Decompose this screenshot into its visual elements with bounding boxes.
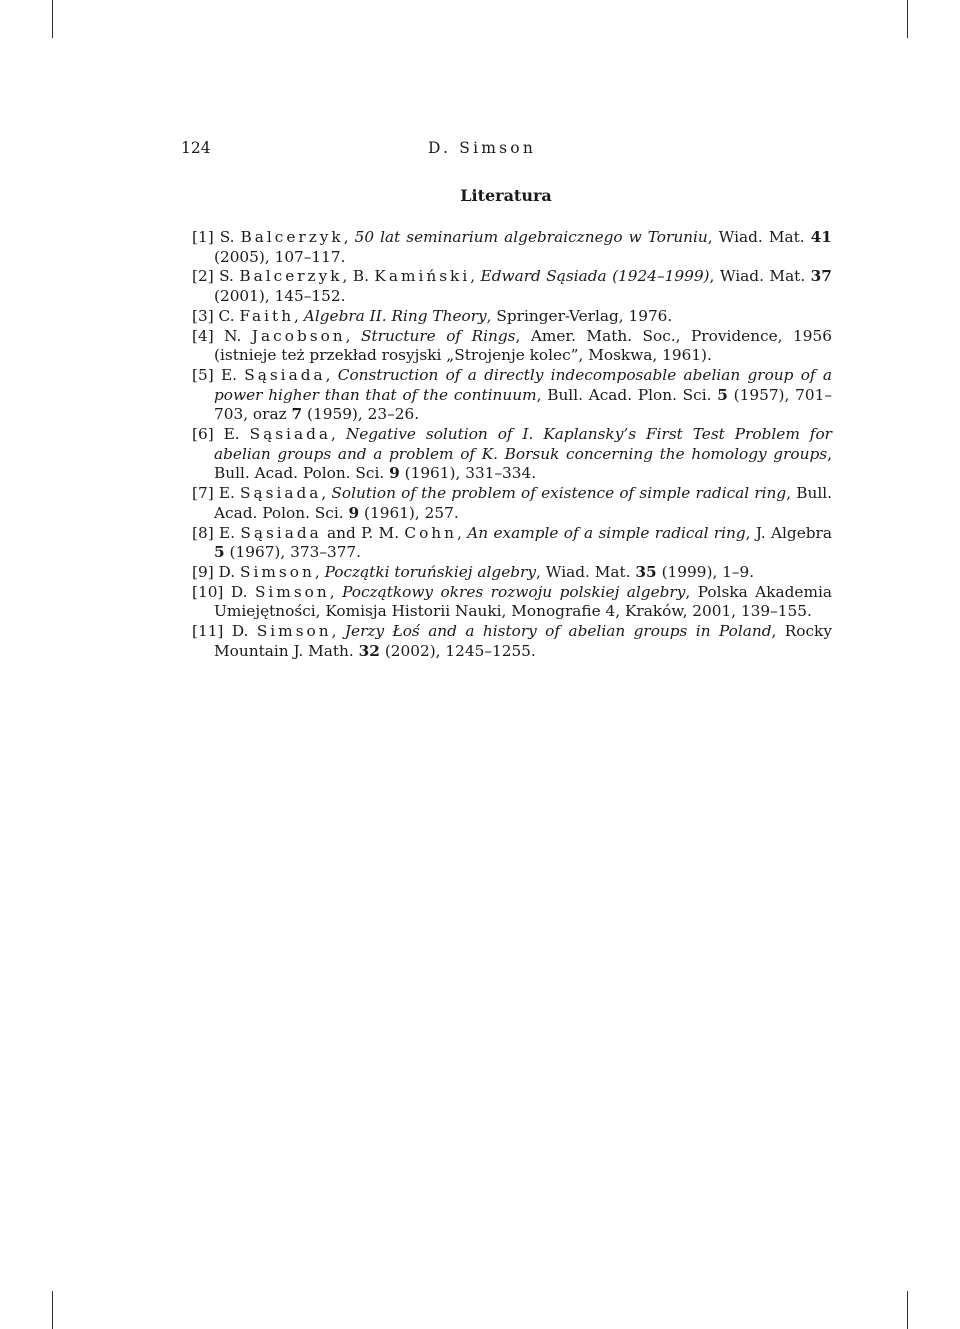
details: , Springer-Verlag, 1976. [486,306,673,325]
details: (1959), 23–26. [307,405,420,424]
publication: , Wiad. Mat. [707,228,805,246]
volume: 7 [291,405,303,424]
author-name: Kamiński [374,267,471,286]
work-title: Solution of the problem of existence of simple radical ring [331,484,787,503]
author-name: Simson [254,582,330,601]
separator: , [330,425,336,444]
separator: , [321,484,327,503]
author-name: Jacobson [251,326,346,345]
author-initial: S. [219,267,234,286]
details: (1961), 331–334. [404,464,537,483]
running-author: D. Simson [427,139,537,157]
separator: , [314,562,320,581]
separator: , [457,523,462,542]
crop-mark-top-right [907,0,908,38]
crop-mark-bottom-left [52,1291,53,1329]
work-title: Edward Sąsiada (1924–1999) [480,267,710,286]
volume: 32 [358,641,380,660]
details: (1957), 701–703, oraz [214,385,832,424]
author-initial: E. [219,523,236,542]
reference-item [192,583,832,622]
author-name: Simson [256,622,332,641]
work-title: Początki toruńskiej algebry [324,562,537,581]
separator: , [345,326,351,345]
reference-number: [8] [192,523,214,542]
author-initial: E. [223,425,240,444]
volume: 9 [348,503,360,522]
publication: , Rocky Mountain J. Math. [214,622,832,660]
separator: , [470,267,476,286]
publication: , Wiad. Mat. [536,562,631,581]
work-title: Negative solution of I. Kaplansky’s First Test Problem for abelian groups and a problem of K. Borsuk concerning the homology groups [214,425,832,463]
reference-number: [9] [192,562,214,581]
author-name: Sąsiada [244,365,326,384]
reference-number: [5] [192,365,214,384]
reference-number: [11] [192,622,224,641]
author-initial: D. [231,622,249,641]
work-title: Construction of a directly indecomposable abelian group of a power higher than that of the continuum [214,365,832,404]
author-name: Faith [239,306,295,325]
author-initial: C. [218,306,235,325]
separator: , [331,622,337,641]
publication: , Bull. Acad. Polon. Sci. [214,484,832,522]
author-initial: D. [218,562,236,581]
author-initial: D. [230,582,248,601]
page-number: 124 [181,139,211,157]
work-title: An example of a simple radical ring [467,523,746,542]
reference-item [192,366,832,425]
separator: , [325,365,331,384]
volume: 5 [214,543,225,562]
section-title: Literatura [460,186,552,205]
work-title: Jerzy Łoś and a history of abelian groups in Poland [344,622,772,641]
reference-number: [1] [192,228,214,246]
reference-item [192,563,832,583]
author-name: Simson [240,562,315,581]
work-title: Początkowy okres rozwoju polskiej algebry [342,582,686,601]
work-title: 50 lat seminarium algebraicznego w Toruniu [354,228,708,246]
running-header [181,139,783,161]
reference-item [192,228,832,267]
reference-item [192,622,832,661]
reference-item [192,267,832,306]
author-initial: S. [219,228,235,246]
reference-number: [7] [192,484,214,503]
work-title: Algebra II. Ring Theory [303,306,487,325]
volume: 35 [635,562,657,581]
volume: 37 [810,267,832,286]
author-name: Sąsiada [249,425,331,444]
details: (1961), 257. [364,503,459,522]
volume: 9 [389,464,400,483]
reference-item [192,327,832,366]
details: (1999), 1–9. [661,562,755,581]
author-name: Balcerzyk [240,228,344,246]
author-initial: N. [224,326,242,345]
crop-mark-bottom-right [907,1291,908,1329]
reference-number: [2] [192,267,214,286]
author-initial: E. [218,484,235,503]
details: , Amer. Math. Soc., Providence, 1956 (istnieje też przekład rosyjski „Strojenje kolec”, Moskwa, 1961). [214,326,832,365]
separator: and P. M. [321,523,400,542]
reference-item [192,484,832,523]
details: (2001), 145–152. [214,287,346,306]
separator: , [329,582,335,601]
reference-number: [3] [192,306,214,325]
separator: , [294,306,299,325]
publication: , Bull. Acad. Plon. Sci. [536,385,712,404]
publication: , Wiad. Mat. [709,267,806,286]
publication: , Bull. Acad. Polon. Sci. [214,444,832,483]
crop-mark-top-left [52,0,53,38]
details: (2005), 107–117. [214,247,346,266]
details: (2002), 1245–1255. [384,641,536,660]
details: , Polska Akademia Umiejętności, Komisja Historii Nauki, Monografie 4, Kraków, 2001, 139–155. [214,582,832,621]
reference-list [192,228,832,661]
reference-number: [4] [192,326,214,345]
author-name: Sąsiada [240,484,322,503]
volume: 41 [810,228,832,246]
publication: , J. Algebra [745,523,832,542]
author-name: Sąsiada [240,523,322,542]
work-title: Structure of Rings [361,326,516,345]
reference-number: [6] [192,425,214,444]
volume: 5 [717,385,728,404]
reference-item [192,425,832,484]
author-initial: E. [220,365,237,384]
reference-number: [10] [192,582,224,601]
separator: , B. [342,267,369,286]
separator: , [343,228,349,246]
reference-item [192,524,832,563]
details: (1967), 373–377. [229,543,362,562]
reference-item [192,307,832,327]
author-name: Cohn [404,523,458,542]
author-name: Balcerzyk [239,267,343,286]
